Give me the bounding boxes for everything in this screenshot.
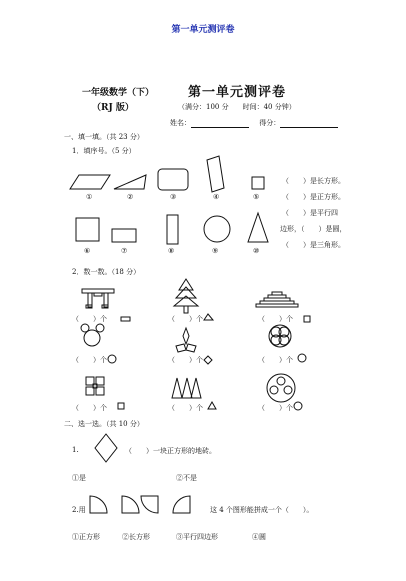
shape-number-7: ⑦	[121, 247, 128, 255]
score-label: 得分：	[259, 119, 281, 127]
shape-number-10: ⑩	[253, 247, 260, 255]
name-label: 姓名：	[170, 119, 191, 127]
page-top-title: 第一单元测评卷	[171, 25, 235, 35]
select-q2-option-1[interactable]: ①正方形	[72, 533, 100, 541]
shape-number-9: ⑨	[212, 247, 219, 255]
select-q1-number: 1.	[72, 446, 79, 454]
score-time-info: （满分：100 分 时间：40 分钟）	[178, 103, 296, 111]
section2-heading: 二、选一选。（共 10 分）	[64, 420, 144, 428]
count-answer-8[interactable]: （ ）个	[168, 404, 203, 412]
count-answer-9[interactable]: （ ）个	[258, 404, 293, 412]
select-q2-text: 这 4 个图形能拼成一个（ ）。	[210, 506, 314, 514]
shape-number-1: ①	[86, 193, 93, 201]
count-answer-5[interactable]: （ ）个	[168, 356, 203, 364]
edition-label: （RJ 版）	[92, 103, 134, 113]
count-answer-2[interactable]: （ ）个	[168, 315, 203, 323]
page-title: 第一单元测评卷	[188, 85, 287, 100]
select-q2-number: 2.用	[72, 506, 86, 514]
grade-label: 一年级数学（下）	[82, 88, 155, 98]
select-q2-option-3[interactable]: ③平行四边形	[176, 533, 218, 541]
shape-number-8: ⑧	[168, 247, 175, 255]
answer-rectangle[interactable]: （ ）是长方形。	[282, 177, 345, 185]
count-answer-3[interactable]: （ ）个	[258, 315, 293, 323]
select-q1-option-2[interactable]: ②不是	[176, 474, 197, 482]
question2-title: 2．数一数。（18 分）	[72, 268, 141, 276]
section1-heading: 一、填一填。（共 23 分）	[64, 133, 144, 141]
answer-triangle[interactable]: （ ）是三角形。	[282, 241, 345, 249]
answer-parallelogram[interactable]: （ ）是平行四	[282, 209, 338, 217]
count-answer-4[interactable]: （ ）个	[72, 356, 107, 364]
select-q2-option-2[interactable]: ②长方形	[122, 533, 150, 541]
select-q1-option-1[interactable]: ①是	[72, 474, 86, 482]
shape-number-4: ④	[213, 193, 220, 201]
answer-circle[interactable]: 边形，（ ）是圆，	[280, 225, 347, 233]
count-answer-6[interactable]: （ ）个	[258, 356, 293, 364]
shape-number-3: ③	[170, 193, 177, 201]
count-answer-7[interactable]: （ ）个	[72, 404, 107, 412]
select-q2-option-4[interactable]: ④圆	[252, 533, 266, 541]
shape-number-6: ⑥	[84, 247, 91, 255]
shape-number-5: ⑤	[253, 193, 260, 201]
select-q1-text: （ ）一块正方形的地砖。	[125, 447, 216, 455]
question1-title: 1．填序号。（5 分）	[72, 147, 136, 155]
answer-square[interactable]: （ ）是正方形。	[282, 193, 345, 201]
count-answer-1[interactable]: （ ）个	[72, 315, 107, 323]
shape-number-2: ②	[127, 193, 134, 201]
